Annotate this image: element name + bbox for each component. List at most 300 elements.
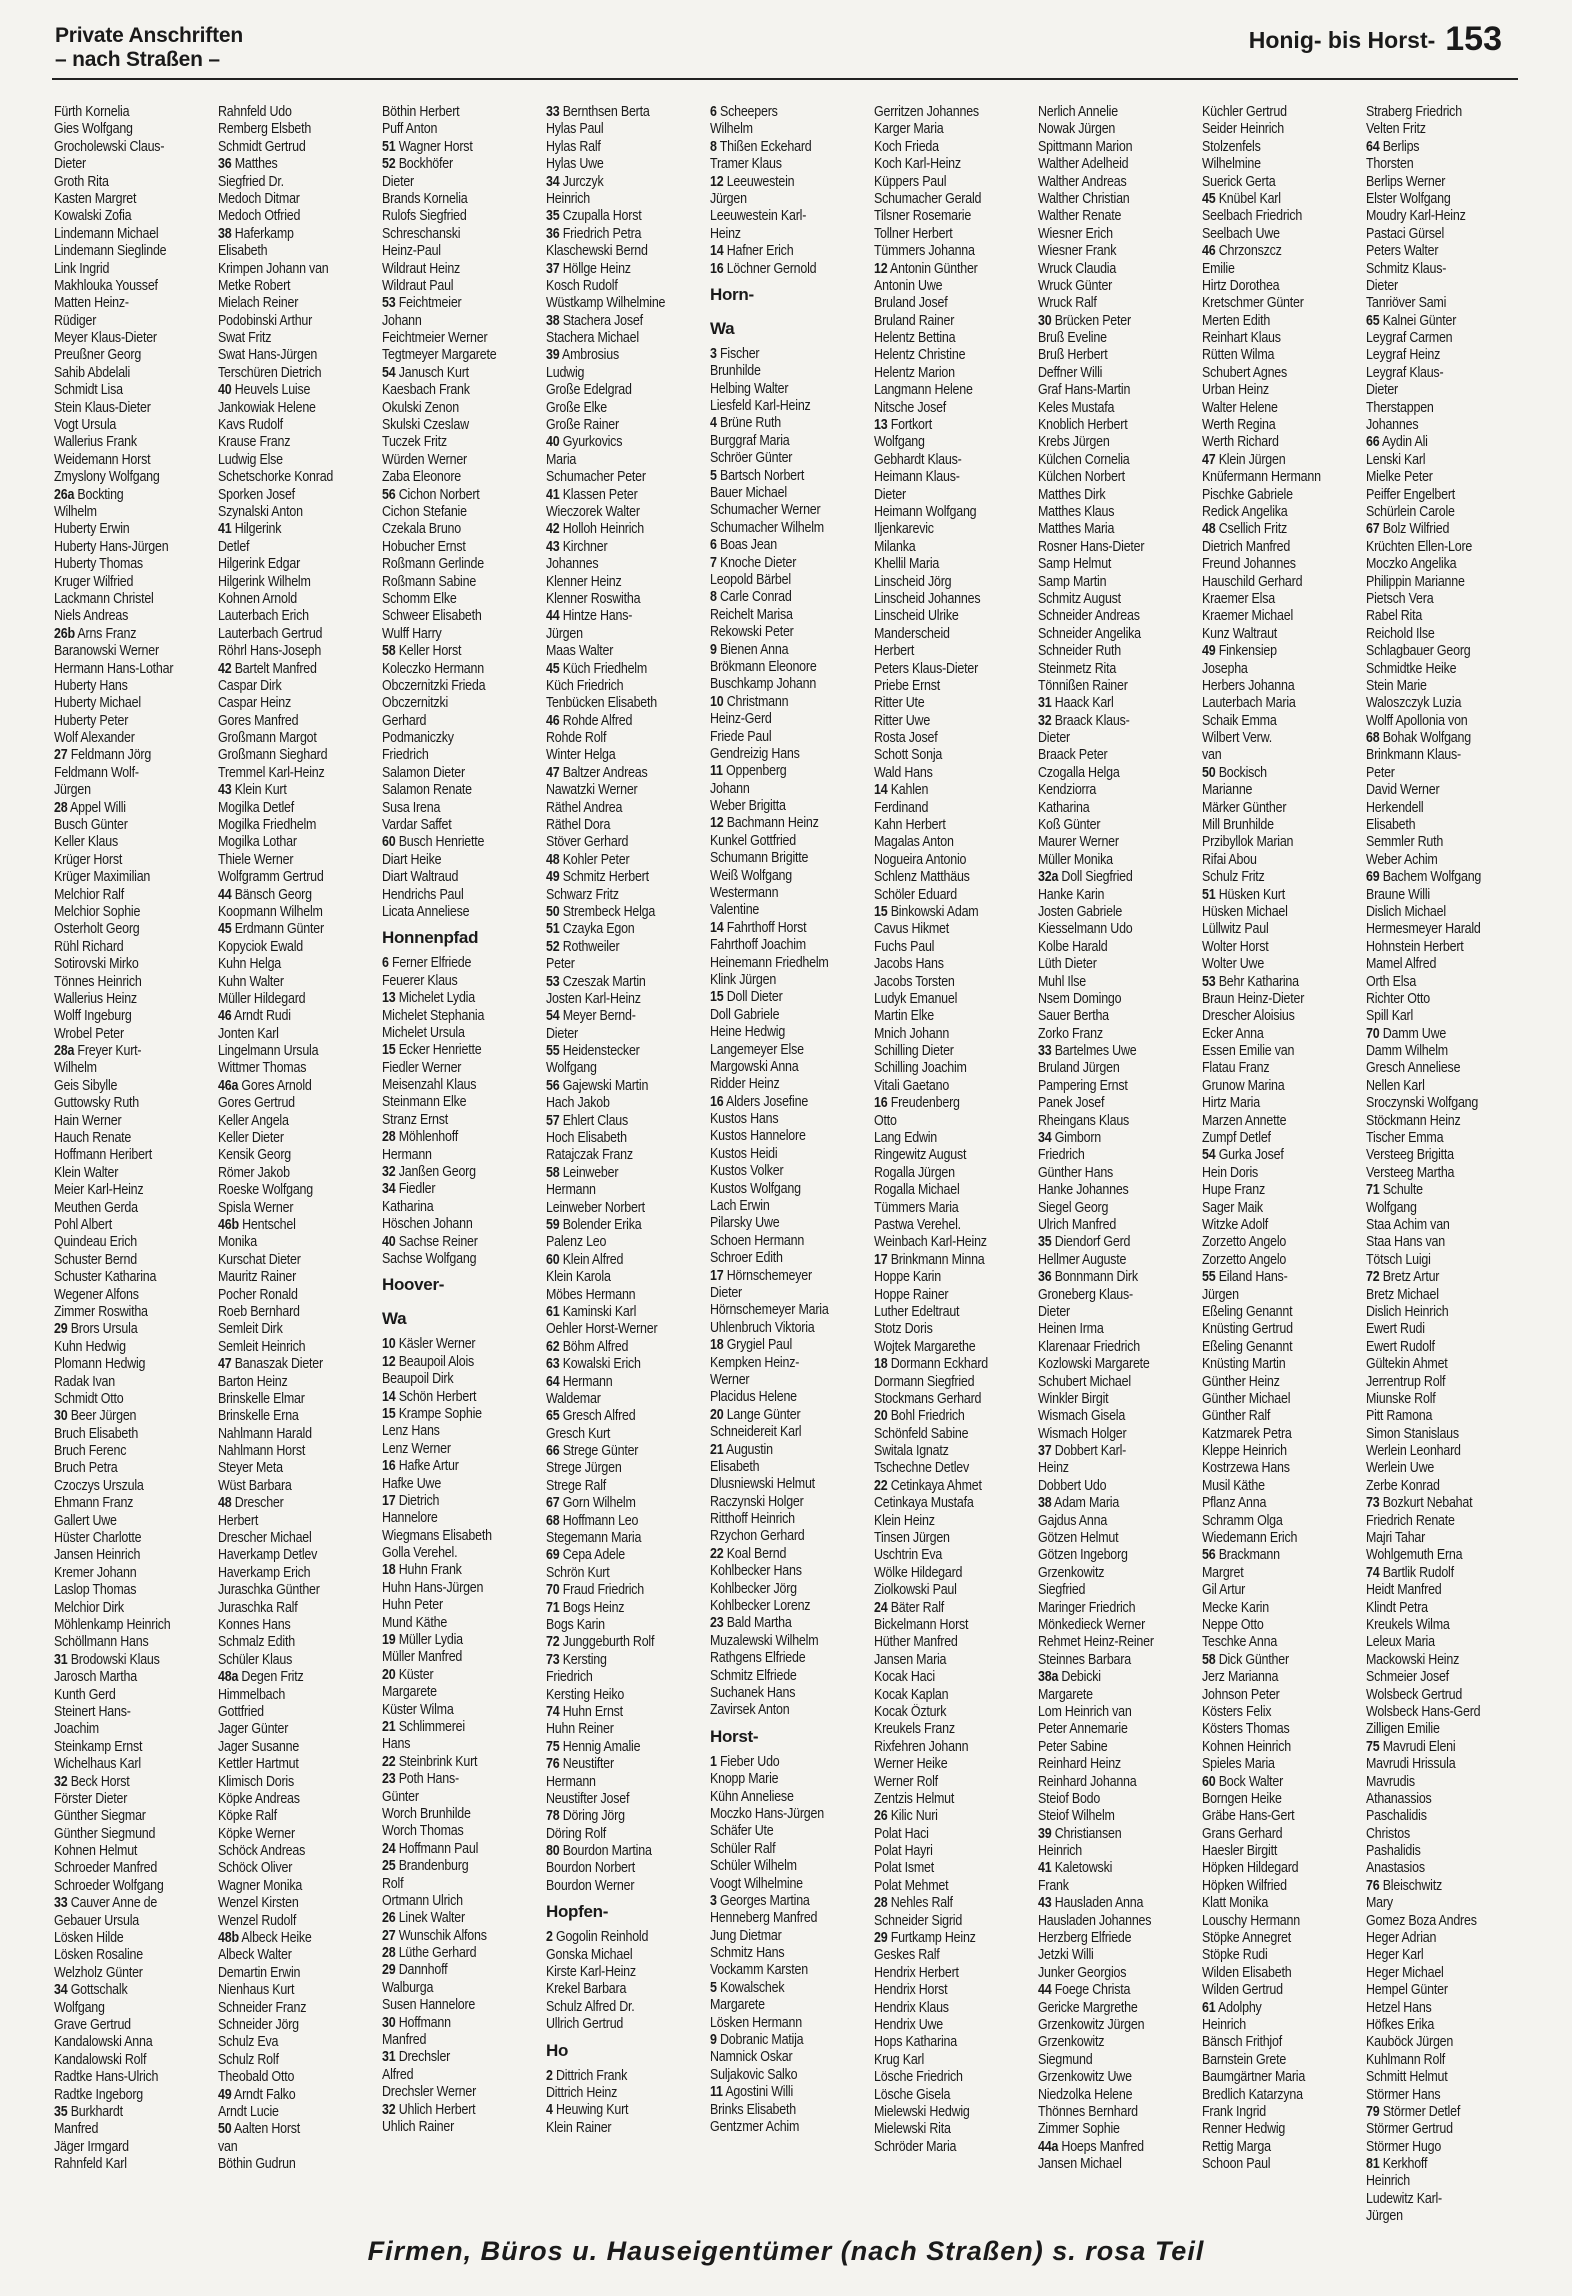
resident-entry: 49 Arndt Falko — [218, 2086, 296, 2103]
resident-entry: Roeb Bernhard — [218, 1303, 300, 1320]
resident-entry: Reinhart Klaus — [1202, 330, 1281, 347]
resident-entry: 16 Freudenberg — [874, 1095, 960, 1112]
resident-entry: Zumpf Detlef — [1202, 1130, 1271, 1147]
resident-entry: 71 Schulte — [1366, 1182, 1423, 1199]
resident-entry: Kuhn Hedwig — [54, 1338, 126, 1355]
resident-entry: Swat Hans-Jürgen — [218, 347, 318, 364]
resident-entry: 41 Klassen Peter — [546, 486, 638, 503]
house-number: 43 — [1038, 1895, 1052, 1912]
resident-entry: 32 Uhlich Herbert — [382, 2101, 476, 2118]
resident-entry: Medoch Ditmar — [218, 190, 300, 207]
resident-entry: Rogalla Michael — [874, 1182, 960, 1199]
resident-entry: Schulz Eva — [218, 2034, 279, 2051]
resident-entry: van — [1202, 747, 1222, 764]
house-number: 18 — [710, 1337, 724, 1354]
resident-entry: Westermann — [710, 885, 779, 902]
house-number: 1 — [710, 1753, 717, 1770]
resident-entry: Remberg Elsbeth — [218, 121, 312, 138]
resident-entry: Walther Adelheid — [1038, 156, 1129, 173]
resident-entry: Dieter — [1038, 730, 1070, 747]
resident-entry: Maurer Werner — [1038, 834, 1119, 851]
resident-entry: Worch Thomas — [382, 1823, 464, 1840]
resident-entry: Wilbert Verw. — [1202, 730, 1272, 747]
resident-entry: 60 Klein Alfred — [546, 1251, 624, 1268]
resident-entry: Hupe Franz — [1202, 1182, 1266, 1199]
resident-entry: Licata Anneliese — [382, 903, 470, 920]
resident-entry: Gentzmer Achim — [710, 2118, 800, 2135]
resident-entry: Keller Klaus — [54, 834, 118, 851]
house-number: 50 — [1202, 764, 1216, 781]
resident-entry: Heger Michael — [1366, 1964, 1444, 1981]
resident-entry: 42 Holloh Heinrich — [546, 521, 645, 538]
house-number: 31 — [382, 2049, 396, 2066]
house-number: 66 — [1366, 434, 1380, 451]
resident-entry: Rifai Abou — [1202, 851, 1257, 868]
resident-entry: Witzke Adolf — [1202, 1217, 1269, 1233]
resident-entry: Kohnen Heinrich — [1202, 1738, 1291, 1755]
resident-entry: Steinmann Elke — [382, 1094, 467, 1111]
resident-entry: Huberty Michael — [54, 695, 141, 712]
house-number: 29 — [54, 1321, 68, 1338]
resident-entry: Muzalewski Wilhelm — [710, 1632, 819, 1649]
resident-entry: Wüstkamp Wilhelmine — [546, 295, 666, 312]
resident-entry: Jürgen — [710, 190, 747, 207]
resident-entry: Höpken Wilfried — [1202, 1877, 1287, 1894]
resident-entry: Kolbe Harald — [1038, 938, 1108, 955]
resident-entry: 67 Bolz Wilfried — [1366, 521, 1450, 538]
resident-entry: Müller Hildegard — [218, 990, 306, 1007]
resident-entry: Jonten Karl — [218, 1025, 279, 1042]
resident-entry: Leleux Maria — [1366, 1634, 1435, 1651]
resident-entry: David Werner — [1366, 782, 1440, 799]
resident-entry: 60 Bock Walter — [1202, 1773, 1284, 1790]
resident-entry: Czogalla Helga — [1038, 764, 1120, 781]
resident-entry: 23 Bald Martha — [710, 1615, 792, 1632]
resident-entry: 43 Kirchner — [546, 538, 608, 555]
resident-entry: 28 Möhlenhoff — [382, 1129, 459, 1146]
resident-entry: 21 Augustin — [710, 1441, 773, 1458]
resident-entry: Külchen Norbert — [1038, 469, 1125, 486]
house-number: 6 — [710, 537, 717, 554]
resident-entry: 35 Burkhardt — [54, 2103, 123, 2120]
house-number: 15 — [382, 1042, 396, 1059]
resident-entry: Johannes — [546, 556, 599, 573]
resident-entry: Groneberg Klaus- — [1038, 1286, 1133, 1303]
resident-entry: Lingelmann Ursula — [218, 1043, 319, 1060]
resident-entry: Samp Martin — [1038, 573, 1107, 590]
resident-entry: 27 Wunschik Alfons — [382, 1927, 487, 1944]
house-number: 5 — [710, 467, 717, 484]
resident-entry: Schmidt Gertrud — [218, 138, 306, 155]
house-number: 72 — [546, 1634, 560, 1651]
resident-entry: 56 Gajewski Martin — [546, 1077, 649, 1094]
resident-entry: 33 Bernthsen Berta — [546, 104, 650, 120]
resident-entry: Kühn Anneliese — [710, 1788, 794, 1805]
resident-entry: Schürlein Carole — [1366, 503, 1455, 520]
section-subtitle: – nach Straßen – — [55, 48, 220, 71]
resident-entry: Muhl Ilse — [1038, 973, 1086, 990]
resident-entry: Elster Wolfgang — [1366, 190, 1451, 207]
resident-entry: Meyer Klaus-Dieter — [54, 330, 157, 347]
resident-entry: Schulz Rolf — [218, 2051, 279, 2068]
house-number: 45 — [218, 921, 232, 938]
house-number: 68 — [1366, 730, 1380, 747]
resident-entry: Heinrich — [1202, 2016, 1247, 2033]
resident-entry: 73 Kersting — [546, 1651, 607, 1668]
resident-entry: Wölke Hildegard — [874, 1564, 963, 1581]
resident-entry: Osterholt Georg — [54, 921, 140, 938]
resident-entry: Mielewski Hedwig — [874, 2103, 970, 2120]
resident-entry: Koß Günter — [1038, 817, 1101, 834]
range-heading — [1248, 20, 1502, 58]
resident-entry: Rzychon Gerhard — [710, 1528, 805, 1545]
resident-entry: 34 Fiedler — [382, 1181, 436, 1198]
resident-entry: Große Rainer — [546, 417, 619, 434]
resident-entry: Wallerius Heinz — [54, 990, 137, 1007]
house-number: 52 — [382, 156, 396, 173]
resident-entry: Hannelore — [382, 1510, 438, 1527]
house-number: 38 — [1038, 1495, 1052, 1512]
resident-entry: Schmalz Edith — [218, 1634, 295, 1651]
street-heading: Hopfen- — [546, 1902, 609, 1922]
resident-entry: 71 Bogs Heinz — [546, 1599, 625, 1616]
resident-entry: Koopmann Wilhelm — [218, 903, 323, 920]
resident-entry: Möbes Hermann — [546, 1286, 636, 1303]
resident-entry: Ecker Anna — [1202, 1025, 1264, 1042]
house-number: 6 — [382, 955, 389, 972]
resident-entry: Höfkes Erika — [1366, 2016, 1435, 2033]
resident-entry: Wolf Alexander — [54, 730, 135, 747]
house-number: 49 — [546, 869, 560, 886]
resident-entry: Peiffer Engelbert — [1366, 486, 1456, 503]
resident-entry: 41 Hilgerink — [218, 521, 282, 538]
resident-entry: Hermann — [382, 1146, 432, 1163]
resident-entry: Cichon Stefanie — [382, 503, 467, 520]
resident-entry: Stegemann Maria — [546, 1530, 642, 1547]
resident-entry: 75 Mavrudi Eleni — [1366, 1738, 1456, 1755]
resident-entry: Semleit Heinrich — [218, 1338, 306, 1355]
resident-entry: Siegfried Dr. — [218, 173, 284, 190]
resident-entry: 30 Hoffmann — [382, 2014, 451, 2031]
resident-entry: Przibyllok Marian — [1202, 834, 1294, 851]
resident-entry: Grzenkowitz Uwe — [1038, 2069, 1132, 2086]
resident-entry: 8 Carle Conrad — [710, 589, 792, 606]
resident-entry: Graf Hans-Martin — [1038, 382, 1131, 399]
resident-entry: 34 Gottschalk — [54, 1982, 128, 1999]
resident-entry: Steinkamp Ernst — [54, 1738, 143, 1755]
resident-entry: Kustos Volker — [710, 1163, 784, 1180]
house-number: 17 — [710, 1267, 724, 1284]
house-number: 32 — [382, 1164, 396, 1181]
resident-entry: Krimpen Johann van — [218, 260, 329, 277]
resident-entry: Peter — [1366, 764, 1395, 781]
resident-entry: Wojtek Margarethe — [874, 1338, 976, 1355]
resident-entry: Schetschorke Konrad — [218, 469, 334, 486]
resident-entry: Borngen Heike — [1202, 1790, 1282, 1807]
resident-entry: 29 Dannhoff — [382, 1962, 448, 1979]
resident-entry: Musil Käthe — [1202, 1477, 1265, 1494]
resident-entry: Mund Käthe — [382, 1614, 448, 1631]
resident-entry: Nowak Jürgen — [1038, 121, 1116, 138]
resident-entry: Heidt Manfred — [1366, 1582, 1442, 1599]
resident-entry: Kreukels Wilma — [1366, 1616, 1450, 1633]
resident-entry: Bredlich Katarzyna — [1202, 2086, 1303, 2103]
resident-entry: Kempken Heinz- — [710, 1354, 800, 1371]
resident-entry: 58 Dick Günther — [1202, 1651, 1289, 1668]
resident-entry: Schulz Fritz — [1202, 869, 1265, 886]
resident-entry: 49 Finkensiep — [1202, 643, 1277, 660]
house-number: 4 — [710, 415, 717, 432]
resident-entry: Kosch Rudolf — [546, 277, 618, 294]
resident-entry: 16 Löchner Gernold — [710, 260, 817, 277]
resident-entry: Kaesbach Frank — [382, 382, 470, 399]
street-range: Honig- bis Horst- — [1248, 27, 1436, 53]
resident-entry: Haverkamp Detlev — [218, 1547, 318, 1564]
footer-note: Firmen, Büros u. Hauseigentümer (nach Straßen) s. rosa Teil — [367, 2236, 1205, 2266]
resident-entry: 44 Bänsch Georg — [218, 886, 312, 903]
resident-entry: Krekel Barbara — [546, 1981, 627, 1998]
resident-entry: Hirtz Maria — [1202, 1095, 1260, 1112]
resident-entry: 12 Leeuwestein — [710, 173, 795, 190]
resident-entry: 75 Hennig Amalie — [546, 1738, 641, 1755]
resident-entry: Bruland Josef — [874, 295, 948, 312]
resident-entry: Hetzel Hans — [1366, 1999, 1432, 2016]
resident-entry: Gores Manfred — [218, 712, 299, 729]
resident-entry: Walther Andreas — [1038, 173, 1127, 190]
resident-entry: 40 Heuvels Luise — [218, 382, 311, 399]
resident-entry: Sager Maik — [1202, 1199, 1263, 1216]
resident-entry: 55 Heidenstecker — [546, 1043, 640, 1060]
resident-entry: Hilgerink Wilhelm — [218, 573, 311, 590]
resident-entry: Lenski Karl — [1366, 451, 1426, 468]
resident-entry: 55 Eiland Hans- — [1202, 1269, 1288, 1286]
resident-entry: Vogt Ursula — [54, 417, 117, 434]
resident-entry: Jacobs Hans — [874, 956, 944, 973]
resident-entry: Johann — [382, 312, 422, 329]
resident-entry: Raczynski Holger — [710, 1493, 804, 1510]
resident-entry: Rühl Richard — [54, 938, 124, 955]
resident-entry: Wiegmans Elisabeth — [382, 1527, 492, 1544]
resident-entry: 34 Gimborn — [1038, 1130, 1102, 1147]
resident-entry: Heine Hedwig — [710, 1024, 786, 1041]
resident-entry: Josten Karl-Heinz — [546, 990, 641, 1007]
resident-entry: Tschechne Detlev — [874, 1460, 969, 1477]
house-number: 67 — [546, 1495, 560, 1512]
resident-entry: Keles Mustafa — [1038, 399, 1115, 416]
resident-entry: Schumacher Werner — [710, 502, 821, 519]
resident-entry: Schmeier Josef — [1366, 1669, 1449, 1686]
resident-entry: Tuczek Fritz — [382, 434, 447, 451]
house-number: 8 — [710, 138, 717, 155]
resident-entry: Dislich Heinrich — [1366, 1303, 1449, 1320]
resident-entry: Fürth Kornelia — [54, 104, 130, 120]
resident-entry: 57 Ehlert Claus — [546, 1112, 629, 1129]
resident-entry: Kustos Heidi — [710, 1145, 778, 1162]
house-number: 35 — [546, 208, 560, 225]
resident-entry: Gültekin Ahmet — [1366, 1356, 1448, 1373]
resident-entry: Kahn Herbert — [874, 817, 946, 834]
resident-entry: 22 Steinbrink Kurt — [382, 1753, 478, 1770]
house-number: 20 — [382, 1666, 396, 1683]
resident-entry: Heinz-Paul — [382, 243, 441, 260]
resident-entry: 1 Fieber Udo — [710, 1753, 780, 1770]
resident-entry: Bruland Rainer — [874, 312, 955, 329]
resident-entry: Plomann Hedwig — [54, 1356, 146, 1373]
resident-entry: 73 Bozkurt Nebahat — [1366, 1495, 1473, 1512]
resident-entry: Günther Siegmund — [54, 1825, 156, 1842]
resident-entry: Schrön Kurt — [546, 1564, 610, 1581]
resident-entry: 81 Kerkhoff — [1366, 2156, 1428, 2173]
resident-entry: 63 Kowalski Erich — [546, 1356, 641, 1373]
resident-entry: Samp Helmut — [1038, 556, 1112, 573]
resident-entry: Semleit Dirk — [218, 1321, 283, 1338]
resident-entry: Schöler Eduard — [874, 886, 957, 903]
resident-entry: 48 Kohler Peter — [546, 851, 630, 868]
resident-entry: Huberty Thomas — [54, 556, 143, 573]
resident-entry: Ullrich Gertrud — [546, 2016, 624, 2033]
resident-entry: Hüther Manfred — [874, 1634, 958, 1651]
house-number: 31 — [54, 1651, 68, 1668]
resident-entry: Winkler Birgit — [1038, 1390, 1109, 1407]
resident-entry: Gerhard — [382, 712, 427, 729]
resident-entry: Staa Hans van — [1366, 1234, 1446, 1251]
resident-entry: Sachse Wolfgang — [382, 1251, 477, 1267]
resident-entry: Lauterbach Maria — [1202, 695, 1296, 712]
house-number: 15 — [710, 989, 724, 1006]
house-number: 28 — [54, 799, 68, 816]
resident-entry: Rahnfeld Udo — [218, 104, 292, 120]
resident-entry: Ludewitz Karl- — [1366, 2190, 1443, 2207]
resident-entry: Kocak Kaplan — [874, 1686, 949, 1703]
resident-entry: Koleczko Hermann — [382, 660, 484, 677]
resident-entry: Grunow Marina — [1202, 1077, 1285, 1094]
resident-entry: Linscheid Ulrike — [874, 608, 959, 625]
resident-entry: Knopp Marie — [710, 1771, 779, 1788]
resident-entry: Bauer Michael — [710, 485, 787, 502]
house-number: 30 — [54, 1408, 68, 1425]
resident-entry: 45 Küch Friedhelm — [546, 660, 648, 677]
resident-entry: Ziolkowski Paul — [874, 1582, 957, 1599]
house-number: 8 — [710, 589, 717, 606]
resident-entry: Polat Ismet — [874, 1860, 935, 1877]
house-number: 42 — [218, 660, 232, 677]
directory-column-2 — [218, 104, 373, 2228]
resident-entry: 38a Debicki — [1038, 1669, 1101, 1686]
resident-entry: Schreschanski — [382, 225, 461, 242]
resident-entry: 11 Agostini Willi — [710, 2084, 794, 2101]
house-number: 13 — [382, 990, 396, 1007]
resident-entry: Magalas Anton — [874, 834, 954, 851]
house-number: 16 — [710, 260, 724, 277]
resident-entry: 2 Dittrich Frank — [546, 2067, 628, 2084]
resident-entry: 48b Albeck Heike — [218, 1930, 312, 1947]
resident-entry: Marzen Annette — [1202, 1112, 1287, 1129]
resident-entry: Richter Otto — [1366, 990, 1430, 1007]
resident-entry: Melchior Sophie — [54, 903, 141, 920]
resident-entry: Böthin Gudrun — [218, 2156, 296, 2173]
house-number: 20 — [710, 1406, 724, 1423]
resident-entry: Hendrichs Paul — [382, 886, 464, 903]
resident-entry: Dobbert Udo — [1038, 1477, 1107, 1494]
resident-entry: Steinnes Barbara — [1038, 1651, 1131, 1668]
resident-entry: Stachera Michael — [546, 330, 639, 347]
resident-entry: Mogilka Detlef — [218, 799, 295, 816]
resident-entry: Elisabeth — [218, 243, 268, 260]
resident-entry: Köpke Werner — [218, 1825, 295, 1842]
resident-entry: Kasten Margret — [54, 190, 137, 207]
resident-entry: Zimmer Sophie — [1038, 2121, 1120, 2138]
resident-entry: Schmidt Lisa — [54, 382, 123, 399]
resident-entry: Konnes Hans — [218, 1616, 291, 1633]
resident-entry: Matten Heinz- — [54, 295, 129, 312]
resident-entry: Wald Hans — [874, 764, 933, 781]
resident-entry: Tischer Emma — [1366, 1130, 1444, 1147]
house-number: 69 — [546, 1547, 560, 1564]
house-number: 58 — [546, 1164, 560, 1181]
resident-entry: Tinsen Jürgen — [874, 1530, 950, 1547]
resident-entry: Dormann Siegfried — [874, 1373, 975, 1390]
resident-entry: 50 Bockisch — [1202, 764, 1267, 781]
resident-entry: 43 Hausladen Anna — [1038, 1895, 1144, 1912]
resident-entry: 54 Janusch Kurt — [382, 364, 469, 381]
resident-entry: 43 Klein Kurt — [218, 782, 287, 799]
resident-entry: Kohlbecker Hans — [710, 1563, 802, 1580]
resident-entry: Klein Walter — [54, 1164, 119, 1181]
house-number: 15 — [382, 1405, 396, 1422]
resident-entry: 7 Knoche Dieter — [710, 554, 797, 571]
resident-entry: Jager Günter — [218, 1721, 289, 1738]
house-number: 32 — [54, 1773, 68, 1790]
resident-entry: Mavrudis — [1366, 1773, 1415, 1790]
resident-entry: Flatau Franz — [1202, 1060, 1270, 1077]
resident-entry: Bruch Petra — [54, 1460, 118, 1477]
house-number: 48a — [218, 1669, 239, 1686]
resident-entry: Vockamm Karsten — [710, 1962, 808, 1979]
resident-entry: Heinen Irma — [1038, 1321, 1104, 1338]
resident-entry: Elisabeth — [1366, 817, 1416, 834]
resident-entry: 6 Scheepers — [710, 104, 778, 120]
resident-entry: Radak Ivan — [54, 1373, 115, 1390]
resident-entry: Kreukels Franz — [874, 1721, 955, 1738]
resident-entry: Wilhelm — [54, 1060, 97, 1077]
resident-entry: Weidemann Horst — [54, 451, 151, 468]
resident-entry: Manfred — [382, 2032, 427, 2049]
resident-entry: Leeuwestein Karl- — [710, 208, 807, 225]
resident-entry: Lösche Gisela — [874, 2086, 951, 2103]
house-number: 24 — [382, 1840, 396, 1857]
resident-entry: Christos — [1366, 1825, 1411, 1842]
resident-entry: Ritter Uwe — [874, 712, 931, 729]
resident-entry: Mavrudi Hrissula — [1366, 1756, 1456, 1773]
house-number: 67 — [1366, 521, 1380, 538]
resident-entry: Helbing Walter — [710, 380, 789, 397]
resident-entry: Huhn Reiner — [546, 1721, 614, 1738]
resident-entry: Günther Michael — [1202, 1390, 1291, 1407]
resident-entry: Nienhaus Kurt — [218, 1982, 295, 1999]
resident-entry: Uhlich Rainer — [382, 2118, 455, 2135]
resident-entry: 61 Adolphy — [1202, 1999, 1262, 2016]
resident-entry: Hein Doris — [1202, 1164, 1259, 1181]
resident-entry: Kandalowski Rolf — [54, 2051, 147, 2068]
resident-entry: Förster Dieter — [54, 1790, 128, 1807]
resident-entry: Herbert — [218, 1512, 259, 1529]
resident-entry: Steyer Meta — [218, 1460, 283, 1477]
resident-entry: Schneider Jörg — [218, 2016, 299, 2033]
house-number: 75 — [546, 1738, 560, 1755]
resident-entry: 58 Leinweber — [546, 1164, 619, 1181]
resident-entry: Brinskelle Erna — [218, 1408, 299, 1425]
resident-entry: Lindemann Michael — [54, 225, 159, 242]
